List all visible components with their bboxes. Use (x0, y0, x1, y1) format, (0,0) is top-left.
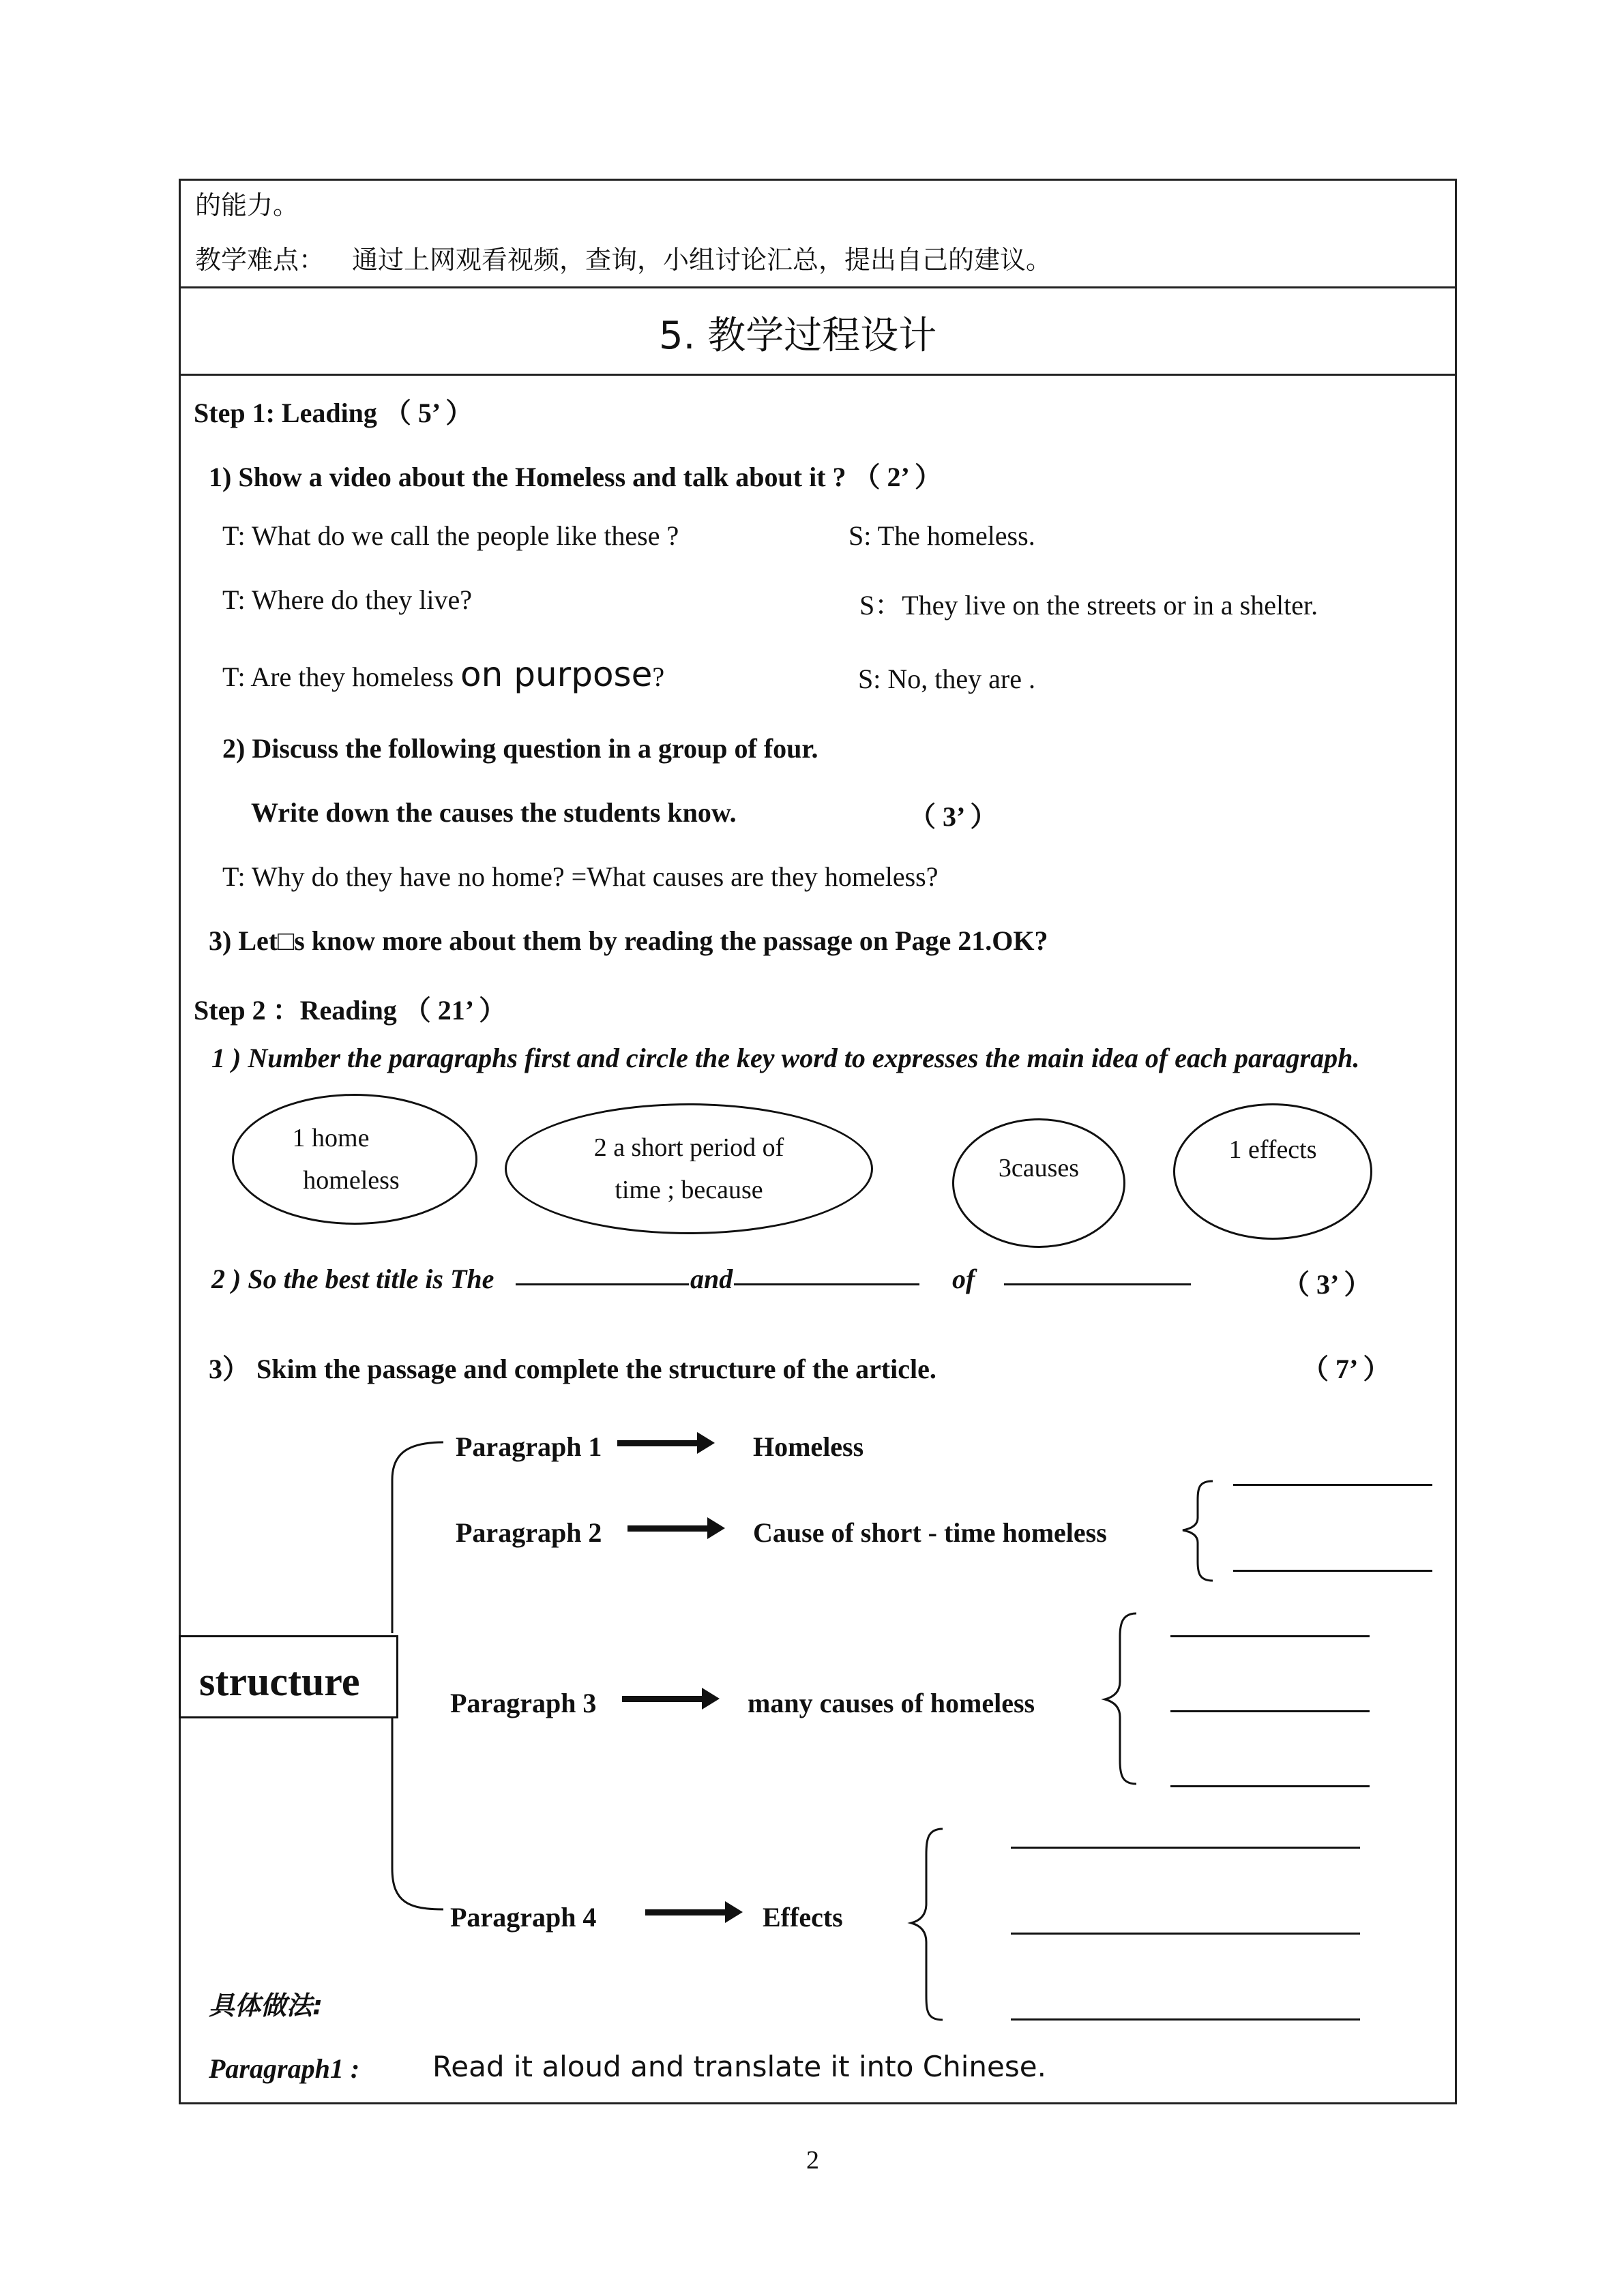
method-para-text: Read it aloud and translate it into Chinese. (432, 2050, 1046, 2083)
step1-heading: Step 1: Leading （ 5’ ） (194, 398, 473, 428)
section-title: 5. 教学过程设计 (659, 314, 937, 358)
answer-blank[interactable] (1233, 1570, 1432, 1572)
method-heading: 具体做法: (209, 1991, 323, 2021)
paragraph-label: Paragraph 1 (456, 1431, 602, 1462)
step1-item2b-time: （ 3’ ） (909, 801, 998, 832)
answer-blank[interactable] (1233, 1484, 1432, 1486)
paragraph-desc: Homeless (753, 1431, 864, 1462)
dialog-teacher: T: Where do they live? (222, 584, 473, 615)
ability-text: 的能力。 (195, 190, 299, 220)
difficulty-text: 通过上网观看视频，查询，小组讨论汇总，提出自己的建议。 (352, 245, 1052, 275)
step1-item2: 2) Discuss the following question in a group of four. (222, 733, 818, 764)
dialog-student: S：They live on the streets or in a shelter. (859, 590, 1318, 621)
step1-item3: 3) Let□s know more about them by reading the passage on Page 21.OK? (209, 925, 1048, 956)
method-para-label: Paragraph1 : (209, 2053, 360, 2084)
step2-item3-time: （ 7’ ） (1301, 1354, 1391, 1384)
step2-item2-time: （ 3’ ） (1282, 1269, 1372, 1300)
paragraph-label: Paragraph 2 (456, 1517, 602, 1548)
step1-item2b: Write down the causes the students know. (251, 797, 737, 828)
step2-item3: 3） Skim the passage and complete the structure of the article. (209, 1354, 936, 1384)
step1-item1: 1) Show a video about the Homeless and talk about it ? （ 2’ ） (209, 462, 942, 492)
keyword-oval: 2 a short period of time ; because (505, 1103, 873, 1234)
structure-label: structure (199, 1659, 360, 1704)
keyword-oval: 1 home homeless (232, 1094, 477, 1225)
paragraph-desc: Cause of short - time homeless (753, 1517, 1107, 1548)
step2-heading: Step 2 ：Reading （ 21’ ） (194, 995, 507, 1026)
dialog-student: S: No, they are . (858, 664, 1035, 694)
answer-blank[interactable] (1011, 1933, 1360, 1935)
paragraph-label: Paragraph 3 (450, 1688, 597, 1718)
step2-item1: 1 ) Number the paragraphs first and circle the key word to expresses the main idea of each paragraph. (211, 1043, 1360, 1073)
answer-blank[interactable] (1011, 2018, 1360, 2021)
paragraph-desc: many causes of homeless (748, 1688, 1035, 1718)
difficulty-label: 教学难点： (195, 245, 325, 275)
dialog-student: S: The homeless. (848, 520, 1035, 551)
dialog-teacher: T: Are they homeless on purpose? (222, 655, 665, 694)
step1-question: T: Why do they have no home? =What causes are they homeless? (222, 861, 939, 892)
paragraph-label: Paragraph 4 (450, 1902, 597, 1933)
paragraph-desc: Effects (763, 1902, 843, 1933)
title-and: and (690, 1264, 733, 1294)
answer-blank[interactable] (1170, 1635, 1370, 1637)
title-of: of (952, 1264, 975, 1294)
keyword-oval: 1 effects (1173, 1103, 1372, 1240)
answer-blank[interactable] (1170, 1785, 1370, 1787)
dialog-teacher: T: What do we call the people like these ? (222, 520, 679, 551)
answer-blank[interactable] (1170, 1710, 1370, 1712)
step2-item2: 2 ) So the best title is The (211, 1264, 494, 1294)
keyword-oval: 3causes (952, 1118, 1125, 1248)
page-number: 2 (806, 2146, 819, 2175)
answer-blank[interactable] (1011, 1847, 1360, 1849)
